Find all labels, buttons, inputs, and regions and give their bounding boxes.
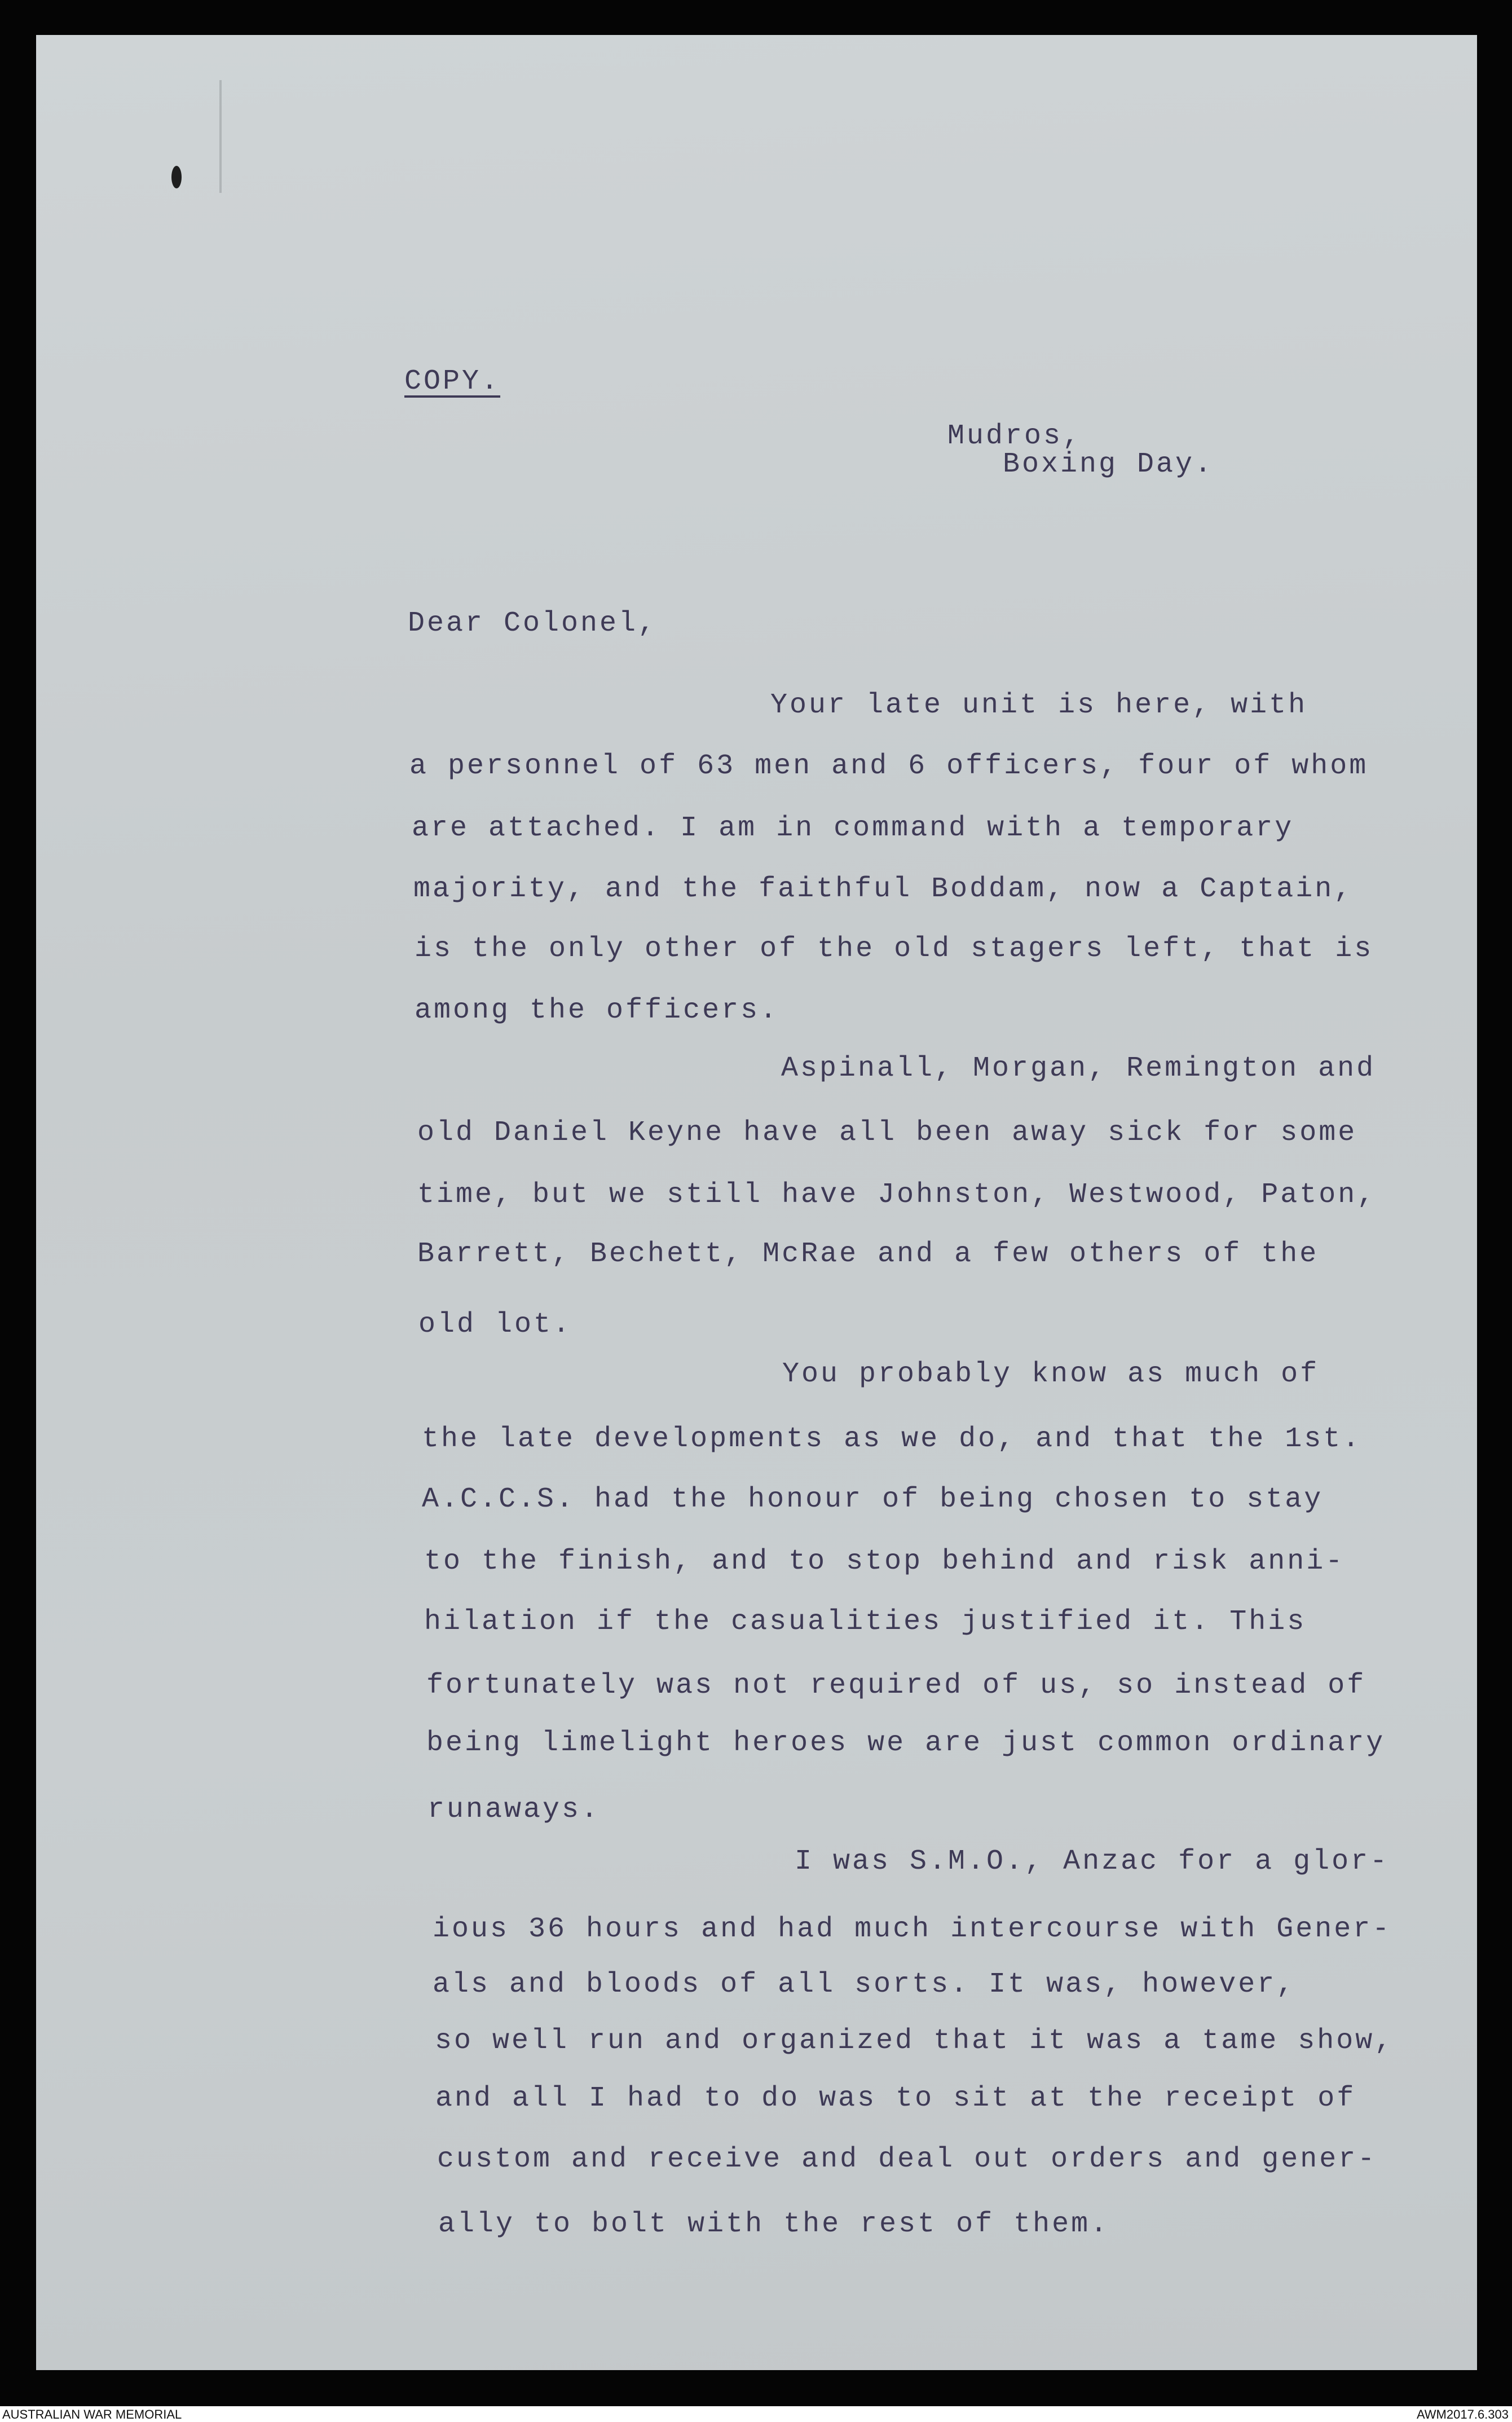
body-line: ally to bolt with the rest of them. [438, 2208, 1110, 2240]
body-line: a personnel of 63 men and 6 officers, four of whom [409, 750, 1369, 782]
body-line: I was S.M.O., Anzac for a glor- [795, 1846, 1390, 1878]
body-line: Barrett, Bechett, McRae and a few others of the [417, 1238, 1319, 1270]
body-line: runaways. [427, 1794, 601, 1826]
body-line: old Daniel Keyne have all been away sick for some [417, 1117, 1357, 1149]
body-line: fortunately was not required of us, so instead of [426, 1670, 1366, 1702]
body-line: time, but we still have Johnston, Westwood, Paton, [417, 1179, 1377, 1211]
body-line: als and bloods of all sorts. It was, however, [433, 1969, 1296, 2001]
body-line: is the only other of the old stagers left, that is [415, 933, 1374, 965]
body-line: to the finish, and to stop behind and risk anni- [424, 1545, 1345, 1578]
body-line: being limelight heroes we are just common ordinary [426, 1727, 1386, 1759]
body-line: You probably know as much of [782, 1358, 1320, 1390]
body-line: among the officers. [415, 994, 779, 1027]
copy-heading: COPY. [404, 365, 501, 398]
address-place: Mudros, [947, 420, 1082, 452]
body-line: hilation if the casualities justified it. This [424, 1606, 1307, 1638]
body-line: custom and receive and deal out orders and gener- [437, 2143, 1377, 2176]
paper-crease [219, 80, 222, 193]
body-line: Your late unit is here, with [770, 689, 1308, 721]
body-line: old lot. [418, 1309, 572, 1341]
body-line: and all I had to do was to sit at the receipt of [435, 2082, 1356, 2115]
punch-hole [171, 166, 182, 188]
body-line: A.C.C.S. had the honour of being chosen to stay [422, 1483, 1324, 1516]
body-line: the late developments as we do, and that the 1st. [422, 1423, 1362, 1455]
address-date: Boxing Day. [1003, 448, 1214, 481]
body-line: Aspinall, Morgan, Remington and [781, 1053, 1376, 1085]
body-line: ious 36 hours and had much intercourse with Gener- [433, 1913, 1392, 1945]
body-line: are attached. I am in command with a temporary [412, 812, 1294, 844]
body-line: so well run and organized that it was a tame show, [435, 2025, 1394, 2057]
footer-accession: AWM2017.6.303 [1416, 2407, 1509, 2421]
salutation: Dear Colonel, [408, 607, 658, 640]
body-line: majority, and the faithful Boddam, now a Captain, [413, 873, 1354, 905]
footer-credit: AUSTRALIAN WAR MEMORIAL [2, 2407, 182, 2421]
